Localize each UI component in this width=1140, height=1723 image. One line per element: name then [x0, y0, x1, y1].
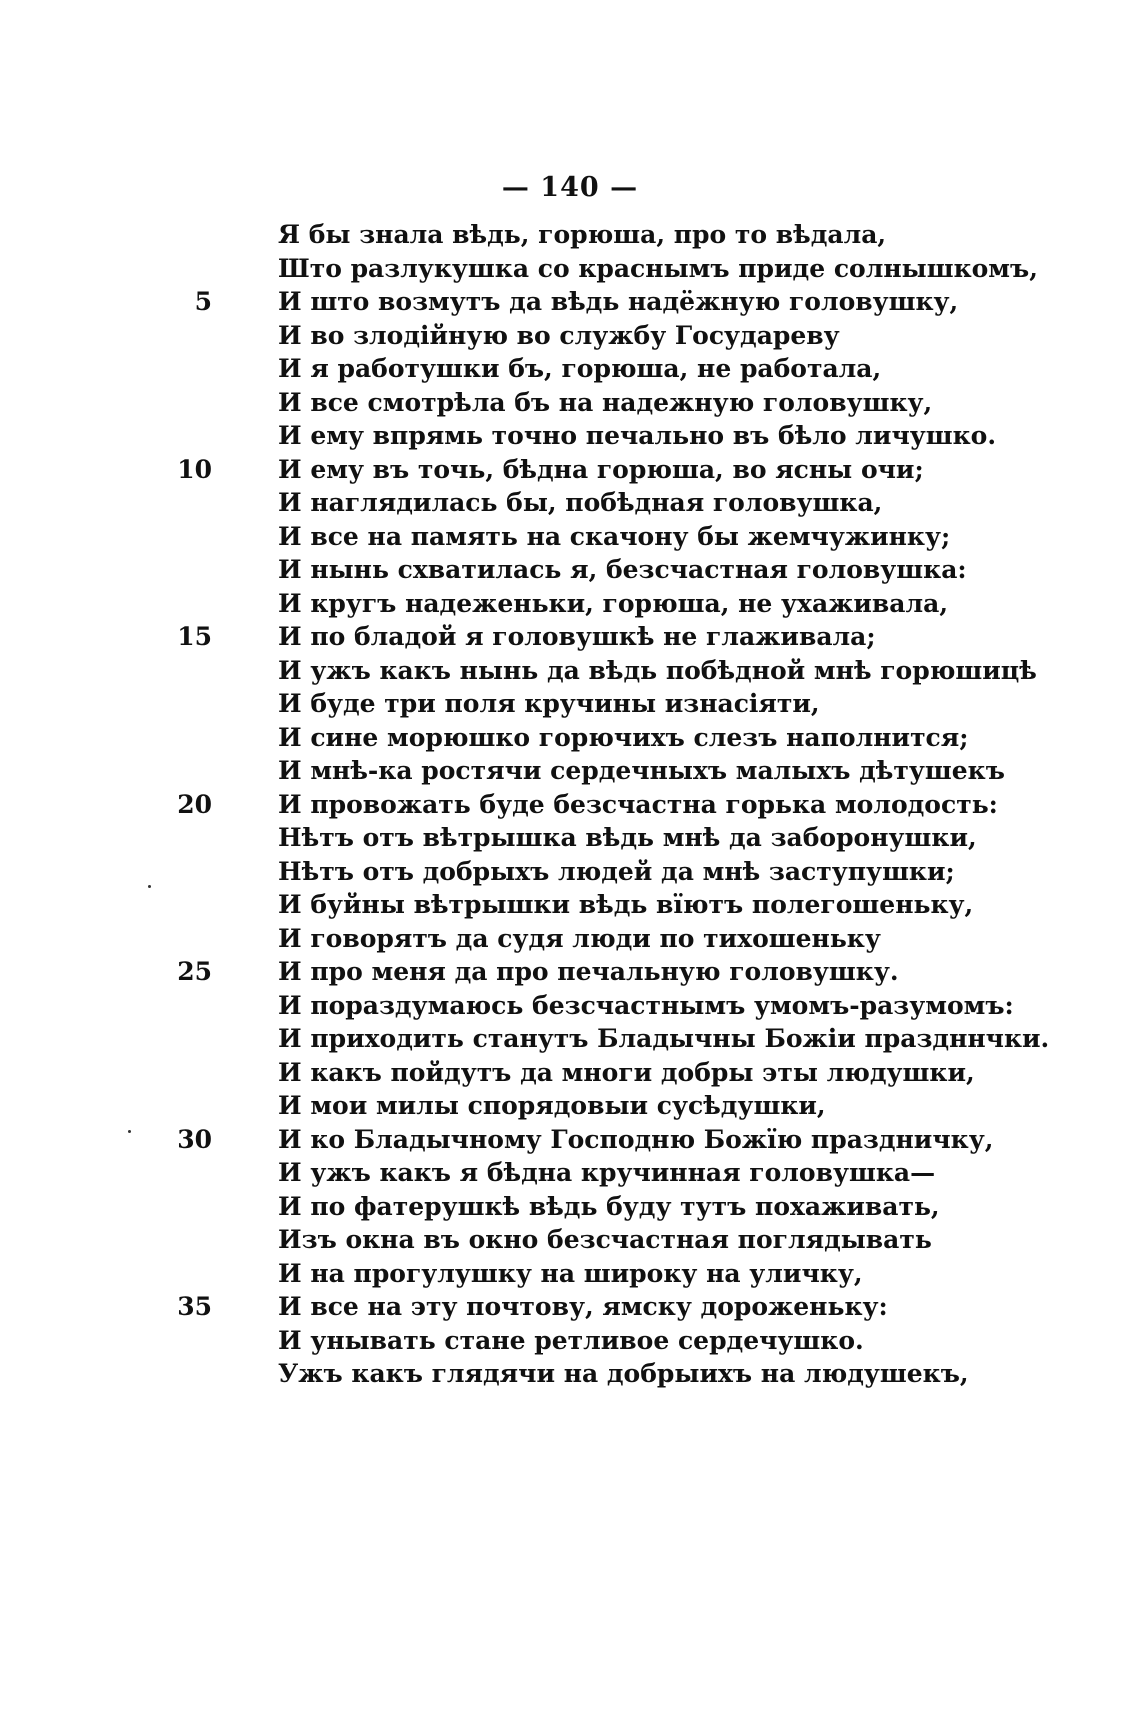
line-text: И все на память на скачону бы жемчужинку;	[278, 521, 951, 551]
line-text: И што возмутъ да вѣдь надёжную головушку,	[278, 287, 959, 316]
poem-line	[230, 922, 950, 956]
line-text: И ко Бладычному Господню Божїю праздничку,	[278, 1124, 994, 1154]
line-number: 35	[177, 1292, 212, 1321]
line-number: 5	[194, 287, 212, 316]
line-text: И унывать стане ретливое сердечушко.	[278, 1325, 864, 1355]
poem-line	[230, 687, 950, 721]
line-text: И по бладой я головушкѣ не глаживала;	[278, 622, 876, 651]
poem-line	[230, 1257, 950, 1291]
poem-line	[230, 1089, 950, 1123]
line-number: 10	[177, 454, 212, 484]
poem-line	[230, 1357, 969, 1391]
line-number: 20	[177, 789, 212, 819]
line-text: И какъ пойдутъ да многи добры эты людушки,	[278, 1057, 975, 1087]
poem-line	[177, 1123, 994, 1157]
line-number: 25	[177, 957, 212, 986]
line-text: И ему въ точь, бѣдна горюша, во ясны очи;	[278, 454, 924, 484]
poem-line	[230, 989, 1014, 1023]
line-text: Што разлукушка со краснымъ приде солнышкомъ,	[278, 253, 1038, 283]
poem-line	[230, 386, 950, 420]
line-text: И мнѣ-ка ростячи сердечныхъ малыхъ дѣтушекъ	[278, 756, 1005, 785]
line-number: 30	[177, 1124, 212, 1154]
line-text: И приходить станутъ Бладычны Божіи праздннчки.	[278, 1024, 1050, 1053]
line-text: Ужъ какъ глядячи на добрыихъ на людушекъ,	[278, 1359, 969, 1388]
line-text: И все на эту почтову, ямску дороженьку:	[278, 1292, 888, 1321]
line-text: Изъ окна въ окно безсчастная поглядывать	[278, 1225, 932, 1254]
line-text: И наглядилась бы, побѣдная головушка,	[278, 488, 883, 517]
line-text: И мои милы спорядовыи сусѣдушки,	[278, 1091, 826, 1120]
print-speck	[128, 1130, 131, 1133]
poem-line	[230, 520, 950, 554]
poem-line	[230, 1223, 950, 1257]
poem-line	[194, 285, 959, 319]
line-text: И сине морюшко горючихъ слезъ наполнится;	[278, 722, 969, 752]
poem-line	[230, 486, 950, 520]
line-text: И во злодійную во службу Государеву	[278, 320, 840, 350]
line-text: И ему впрямь точно печально въ бѣло личушко.	[278, 421, 997, 450]
poem-line	[230, 821, 977, 855]
page-number: — 140 —	[501, 172, 639, 203]
poem-line	[230, 352, 950, 386]
line-text: И нынь схватилась я, безсчастная головушка:	[278, 555, 967, 584]
line-text: И на прогулушку на широку на уличку,	[278, 1258, 863, 1288]
poem-line	[177, 788, 998, 822]
line-text: И все смотрѣла бъ на надежную головушку,	[278, 387, 933, 417]
line-text: И по фатерушкѣ вѣдь буду тутъ похаживать,	[278, 1191, 940, 1221]
poem-line	[230, 553, 967, 587]
line-text: И про меня да про печальную головушку.	[278, 957, 899, 986]
poem-line	[230, 888, 974, 922]
poem-line	[230, 218, 950, 252]
line-text: И кругъ надеженьки, горюша, не ухаживала,	[278, 588, 949, 618]
line-text: Я бы знала вѣдь, горюша, про то вѣдала,	[278, 220, 887, 249]
print-speck	[148, 885, 151, 888]
line-text: И пораздумаюсь безсчастнымъ умомъ-разумомъ:	[278, 990, 1014, 1020]
poem-line	[230, 587, 950, 621]
line-text: И провожать буде безсчастна горька молодость:	[278, 789, 998, 819]
poem-line	[230, 419, 997, 453]
poem-line	[177, 1290, 950, 1324]
poem-line	[177, 955, 950, 989]
poem-line	[230, 1022, 1050, 1056]
line-text: Нѣтъ отъ вѣтрышка вѣдь мнѣ да заборонушки,	[278, 823, 977, 852]
poem-line	[230, 319, 950, 353]
poem-line	[230, 1190, 950, 1224]
poem-line	[230, 754, 1005, 788]
line-text: И ужъ какъ нынь да вѣдь побѣдной мнѣ горюшицѣ	[278, 655, 1037, 685]
poem-line	[230, 252, 1038, 286]
line-text: И буде три поля кручины изнасіяти,	[278, 689, 820, 718]
poem-line	[230, 1324, 950, 1358]
poem-text	[177, 218, 1050, 1391]
poem-line	[230, 855, 955, 889]
line-text: И ужъ какъ я бѣдна кручинная головушка—	[278, 1158, 936, 1187]
poem-line	[177, 620, 950, 654]
line-text: Нѣтъ отъ добрыхъ людей да мнѣ заступушки;	[278, 856, 955, 886]
line-text: И буйны вѣтрышки вѣдь вїютъ полегошеньку,	[278, 890, 974, 919]
line-number: 15	[177, 622, 212, 651]
poem-line	[177, 453, 950, 487]
poem-line	[230, 1056, 975, 1090]
line-text: И говорятъ да судя люди по тихошеньку	[278, 923, 881, 953]
poem-line	[230, 1156, 950, 1190]
poem-line	[230, 721, 969, 755]
poem-line	[230, 654, 1037, 688]
line-text: И я работушки бъ, горюша, не работала,	[278, 354, 882, 383]
